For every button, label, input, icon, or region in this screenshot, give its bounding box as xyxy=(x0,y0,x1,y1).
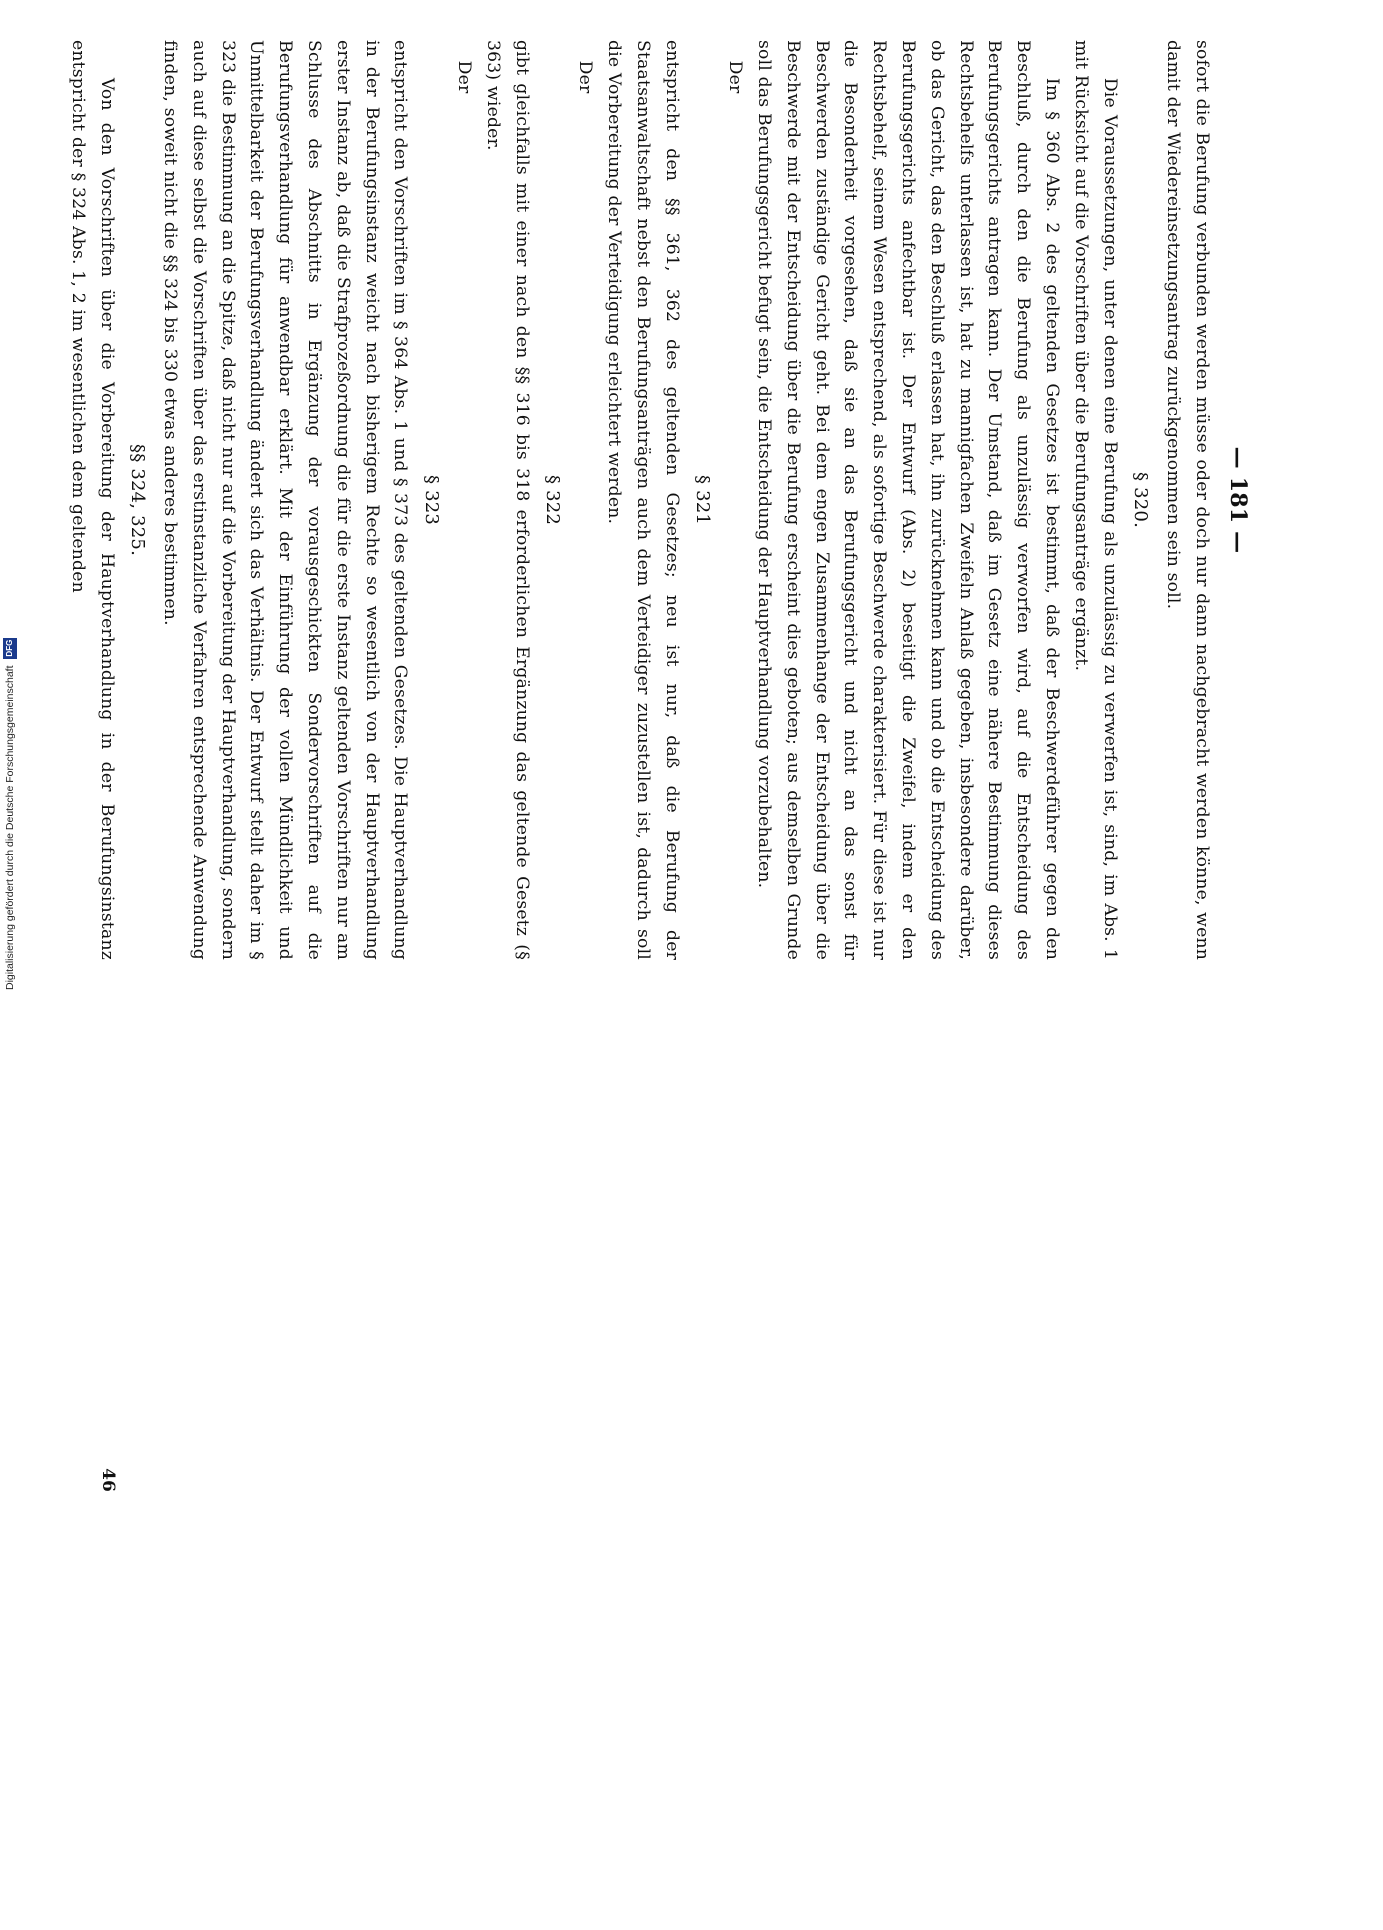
paragraph: entspricht den Vorschriften im § 364 Abs. 1 und § 373 des geltenden Gesetzes. Die Hauptverhandlung in der Berufungsinstanz weicht nach bisherigem Rechte so wesentlich von der Hauptverhandlung erster Instanz ab, daß die Strafprozeßordnung die für die erste Instanz geltenden Vorschriften nur am Schlusse des Abschnitts in Ergänzung der vorausgeschickten Sondervorschriften auf die Berufungsverhandlung für anwendbar erklärt. Mit der Einführung der vollen Mündlichkeit und Unmittelbarkeit der Berufungsverhandlung ändert sich das Verhältnis. Der Entwurf stellt daher im § 323 die Bestimmung an die Spitze, daß nicht nur auf die Vorbereitung der Hauptverhandlung, sondern auch auf diese selbst die Vorschriften über das erstinstanzliche Verfahren entsprechende Anwendung finden, soweit nicht die §§ 324 bis 330 etwas anderes bestimmen. xyxy=(160,40,411,960)
signature-mark xyxy=(78,1030,118,1930)
page-header: — 181 — xyxy=(1225,446,1251,554)
section-heading: § 320. xyxy=(1130,472,1152,528)
section-lead-word: Der xyxy=(454,60,475,94)
page-content xyxy=(63,40,1216,960)
digitization-note xyxy=(2,590,18,990)
section-heading: § 323 xyxy=(421,474,443,526)
section-lead-word: Der xyxy=(725,60,746,94)
signature-number: 46 xyxy=(98,1468,118,1492)
paragraph: entspricht den §§ 361, 362 des geltenden Gesetzes; neu ist nur, daß die Berufung der Staatsanwaltschaft nebst den Berufungsanträgen auch dem Verteidiger zuzustellen ist, dadurch soll die Vorbereitung der Verteidigung erleichtert werden. xyxy=(604,40,682,960)
digitization-note-text: Digitalisierung gefördert durch die Deutsche Forschungsgemeinschaft xyxy=(4,665,16,990)
section-heading: § 321 xyxy=(692,474,714,526)
paragraph: sofort die Berufung verbunden werden müsse oder doch nur dann nachgebracht werden könne, wenn damit der Wiedereinsetzungsantrag zurückgenommen sein soll. xyxy=(1163,40,1212,960)
section-heading: § 322 xyxy=(542,474,564,526)
paragraph: gibt gleichfalls mit einer nach den §§ 316 bis 318 erforderlichen Ergänzung das geltende Gesetz (§ 363) wieder. xyxy=(482,40,532,960)
paragraph: Die Voraussetzungen, unter denen eine Berufung als unzulässig zu verwerfen ist, sind, im Abs. 1 mit Rücksicht auf die Vorschriften über die Berufungsanträge ergänzt. xyxy=(1070,40,1120,960)
paragraph: Von den Vorschriften über die Vorbereitung der Hauptverhandlung in der Berufungsinstanz entspricht der § 324 Abs. 1, 2 im wesentlichen dem geltenden xyxy=(67,40,117,960)
section-heading: §§ 324, 325. xyxy=(127,444,149,556)
dfg-logo: DFG xyxy=(3,638,17,659)
paragraph: Im § 360 Abs. 2 des geltenden Gesetzes ist bestimmt, daß der Beschwerdeführer gegen den Beschluß, durch den die Berufung als unzulässig verworfen wird, auf die Entscheidung des Berufungsgerichts antragen kann. Der Umstand, daß im Gesetz eine nähere Bestimmung dieses Rechtsbehelfs unterlassen ist, hat zu mannigfachen Zweifeln Anlaß gegeben, insbesondere darüber, ob das Gericht, das den Beschluß erlassen hat, ihn zurücknehmen kann und ob die Entscheidung des Berufungsgerichts anfechtbar ist. Der Entwurf (Abs. 2) beseitigt die Zweifel, indem er den Rechtsbehelf, seinem Wesen entsprechend, als sofortige Beschwerde charakterisiert. Für diese ist nur die Besonderheit vorgesehen, daß sie an das Berufungsgericht und nicht an das sonst für Beschwerden zuständige Gericht geht. Bei dem engen Zusammenhange der Entscheidung über die Beschwerde mit der Entscheidung über die Berufung erscheint dies geboten; aus demselben Grunde soll das Berufungsgericht befugt sein, die Entscheidung der Hauptverhandlung vorzubehalten. xyxy=(754,40,1063,960)
section-lead-word: Der xyxy=(575,60,596,94)
page-body xyxy=(67,40,1260,960)
